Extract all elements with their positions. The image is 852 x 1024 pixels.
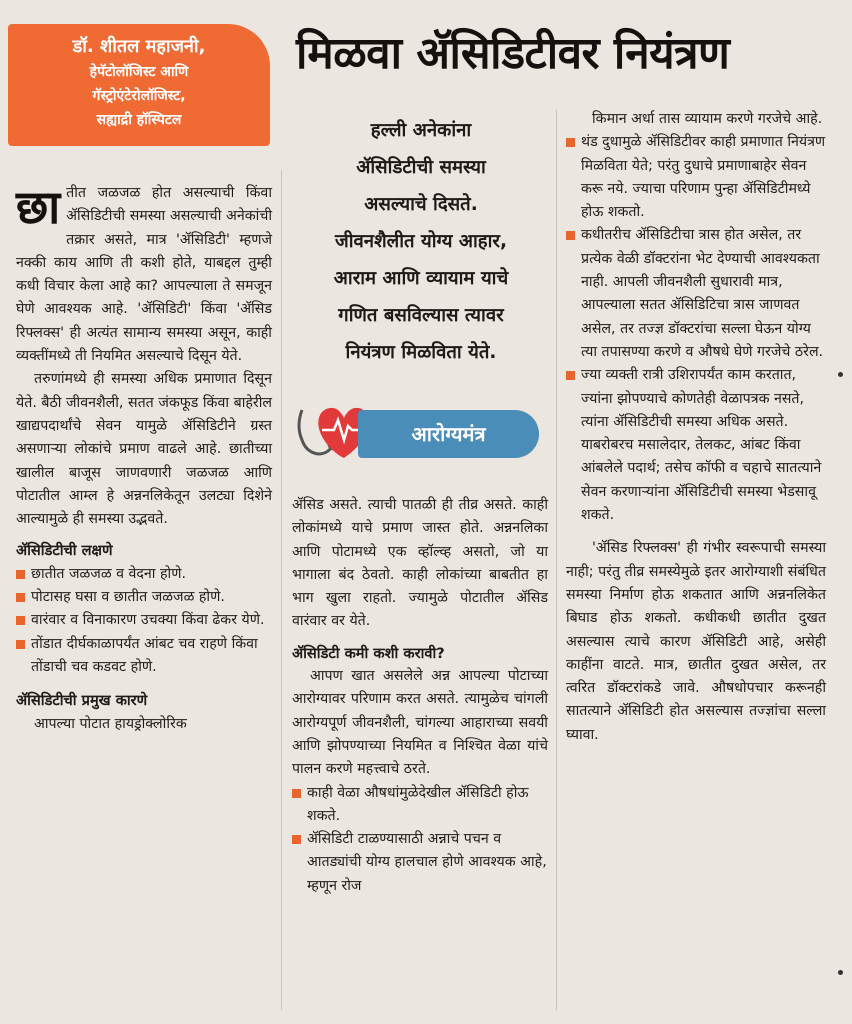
pull-quote [292, 104, 550, 370]
bullet-square [16, 593, 25, 602]
list-item: कधीतरीच ॲसिडिटीचा त्रास होत असेल, तर प्रत्येक वेळी डॉक्टरांना भेट देण्याची आवश्यकता नाही. आपली जीवनशैली सुधारावी मात्र, आपल्याला सतत ॲसिडिटिचा त्रास जाणवत असेल, तर तज्ज्ञ डॉक्टरांचा सल्ला घेऊन योग्य त्या तपासण्या करणे व औषधे घेणे गरजेचे ठरेल. [566, 224, 826, 364]
list-item: थंड दुधामुळे ॲसिडिटीवर काही प्रमाणात नियंत्रण मिळविता येते; परंतु दुधाचे प्रमाणाबाहेर सेवन करू नये. ज्याचा परिणाम पुन्हा ॲसिडिटीमध्ये होऊ शकतो. [566, 131, 826, 224]
column-2 [292, 494, 548, 898]
causes-text: आपल्या पोटात हायड्रोक्लोरिक [34, 715, 187, 732]
bullet-square [566, 138, 575, 147]
print-mark [838, 970, 843, 975]
column-divider [556, 110, 557, 1010]
intro-paragraph [16, 182, 272, 368]
list-item: तोंडात दीर्घकाळापर्यंत आंबट चव राहणे किंवा तोंडाची चव कडवट होणे. [16, 633, 272, 680]
bullet-square [16, 640, 25, 649]
symptoms-heading: ॲसिडिटीची लक्षणे [16, 542, 113, 560]
author-role-1: हेपॅटोलॉजिस्ट आणि [89, 64, 189, 80]
bullet-square [292, 789, 301, 798]
section-tag: आरोग्यमंत्र [358, 410, 539, 458]
pull-quote-line: गणित बसविल्यास त्यावर [338, 305, 504, 326]
closing-paragraph: 'ॲसिड रिफ्लक्स' ही गंभीर स्वरूपाची समस्या नाही; परंतु तीव्र समस्येमुळे इतर आरोग्याशी संबंधित समस्या निर्माण होऊ शकतात आणि अन्ननलिकेत बिघाड होऊ शकतो. कधीकधी छातीत दुखत असल्यास त्याचे कारण ॲसिडिटी आहे, असेही काहींना वाटते. मात्र, छातीत दुखत असेल, तर त्वरित डॉक्टरांकडे जावे. औषधोपचार करूनही सातत्याने ॲसिडिटी होत असल्यास तज्ज्ञांचा सल्ला घ्यावा. [566, 540, 826, 743]
pull-quote-line: हल्ली अनेकांना [370, 120, 472, 141]
column-1 [16, 182, 272, 736]
pull-quote-line: ॲसिडिटीची समस्या [356, 157, 486, 178]
bullet-square [16, 616, 25, 625]
bullet-square [566, 371, 575, 380]
headline: मिळवा ॲसिडिटीवर नियंत्रण [296, 28, 730, 79]
column-divider [281, 170, 282, 1010]
reduce-heading: ॲसिडिटी कमी कशी करावी? [292, 644, 445, 662]
pull-quote-line: असल्याचे दिसते. [364, 194, 478, 215]
list-item: छातीत जळजळ व वेदना होणे. [16, 563, 272, 586]
bullet-square [566, 231, 575, 240]
pull-quote-line: नियंत्रण मिळविता येते. [345, 342, 497, 363]
intro-text: तीत जळजळ होत असल्याची किंवा ॲसिडिटीची समस्या असल्याची अनेकांची तक्रार असते, मात्र 'ॲसिडिटी' म्हणजे नक्की काय आणि ती कशी होते, याबद्दल तुम्ही कधी विचार केला आहे का? आपल्याला ते समजून घेणे आवश्यक आहे. 'ॲसिडिटी' किंवा 'ॲसिड रिफ्लक्स' ही अत्यंत सामान्य समस्या असून, काही व्यक्तींमध्ये ती नियमित असल्याचे दिसून येते. [16, 185, 272, 365]
author-role-3: सह्याद्री हॉस्पिटल [96, 112, 182, 128]
list-item: पोटासह घसा व छातीत जळजळ होणे. [16, 586, 272, 609]
author-name: डॉ. शीतल महाजनी, [72, 36, 206, 57]
paragraph-2: तरुणांमध्ये ही समस्या अधिक प्रमाणात दिसून येते. बैठी जीवनशैली, सतत जंकफूड किंवा बाहेरील खाद्यपदार्थांचे सेवन यामुळे ॲसिडिटीने ग्रस्त असणाऱ्या लोकांचे प्रमाण वाढले आहे. छातीच्या खालील बाजूस जाणवणारी जळजळ आणि पोटातील आम्ल हे अन्ननलिकेतून उलट्या दिशेने आल्यामुळे ही समस्या उद्भवते. [16, 371, 272, 528]
list-item: ॲसिडिटी टाळण्यासाठी अन्नाचे पचन व आतड्यांची योग्य हालचाल होणे आवश्यक आहे, म्हणून रोज [292, 828, 548, 898]
column-3 [566, 108, 826, 747]
bullet-square [16, 570, 25, 579]
pull-quote-line: आराम आणि व्यायाम याचे [333, 268, 509, 289]
print-mark [838, 372, 843, 377]
list-item: काही वेळा औषधांमुळेदेखील ॲसिडिटी होऊ शकते. [292, 782, 548, 829]
list-item: वारंवार व विनाकारण उचक्या किंवा ढेकर येणे. [16, 609, 272, 632]
bullet-square [292, 835, 301, 844]
continuation-text: किमान अर्धा तास व्यायाम करणे गरजेचे आहे. [592, 111, 823, 127]
author-role-2: गॅस्ट्रोएंटेरोलॉजिस्ट, [92, 88, 186, 104]
dropcap: छा [16, 180, 61, 234]
paragraph: ॲसिड असते. त्याची पातळी ही तीव्र असते. काही लोकांमध्ये याचे प्रमाण जास्त होते. अन्ननलिका आणि पोटामध्ये एक व्हॉल्व्ह असतो, जो या भागाला बंद ठेवतो. काही लोकांच्या बाबतीत हा भाग खुला राहतो. ज्यामुळे पोटातील ॲसिड वारंवार वर येते. [292, 497, 548, 630]
causes-heading: ॲसिडिटीची प्रमुख कारणे [16, 692, 148, 710]
paragraph: आपण खात असलेले अन्न आपल्या पोटाच्या आरोग्यावर परिणाम करत असते. त्यामुळेच चांगली आरोग्यपूर्ण जीवनशैली, चांगल्या आहाराच्या सवयी आणि झोपण्याच्या नियमित व निश्चित वेळा यांचे पालन करणे महत्त्वाचे ठरते. [292, 668, 548, 778]
list-item: ज्या व्यक्ती रात्री उशिरापर्यंत काम करतात, ज्यांना झोपण्याचे कोणतेही वेळापत्रक नसते, त्यांना ॲसिडिटीची समस्या अधिक असते. याबरोबरच मसालेदार, तेलकट, आंबट किंवा आंबलेले पदार्थ; तसेच कॉफी व चहाचे सातत्याने सेवन करणाऱ्यांना ॲसिडिटीची समस्या भेडसावू शकते. [566, 364, 826, 527]
author-box [8, 24, 270, 146]
pull-quote-line: जीवनशैलीत योग्य आहार, [335, 231, 507, 252]
